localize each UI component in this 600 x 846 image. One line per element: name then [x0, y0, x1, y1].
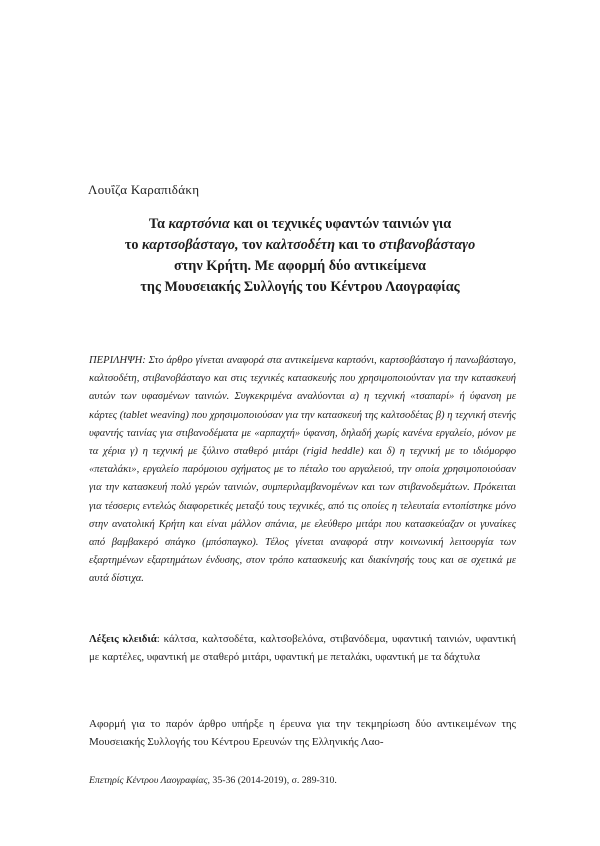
citation-details: , 35-36 (2014-2019), σ. 289-310.: [207, 775, 337, 786]
article-title: [80, 214, 520, 298]
keywords-text: : κάλτσα, καλτσοδέτα, καλτσοβελόνα, στιβανόδεμα, υφαντική ταινιών, υφαντική με καρτέλες, υφαντική με σταθερό μιτάρι, υφαντική με πεταλάκι, υφαντική με τα δάχτυλα: [89, 633, 516, 664]
author-name: Λουΐζα Καραπιδάκη: [88, 182, 200, 197]
footer-citation: [89, 775, 337, 786]
abstract: ΠΕΡΙΛΗΨΗ: Στο άρθρο γίνεται αναφορά στα αντικείμενα καρτσόνι, καρτσοβάσταγο ή πανωβάσταγο, καλτσοδέτη, στιβανοβάσταγο και στις τεχνικές κατασκευής που χρησιμοποιούνταν για την κατασκευή αυτών των υφασμένων ταινιών. Συγκεκριμένα αναλύονται α) η τεχνική «τσαπαρί» ή ύφανση με κάρτες (tablet weaving) που χρησιμοποιούσαν για την κατασκευή της καλτσοδέτας β) η τεχνική στενής υφαντής ταινίας για στιβανοδέματα με «αρπαχτή» ύφανση, δηλαδή χωρίς κανένα εργαλείο, μόνον με τα χέρια γ) η τεχνική με ξύλινο σταθερό μιτάρι (rigid heddle) και δ) η τεχνική με το ιδιόμορφο «πεταλάκι», εργαλείο παρόμοιου σχήματος με το πέταλο του αργαλειού, την οποία χρησιμοποιούσαν για την κατασκευή πολύ γερών ταινιών, συμπεριλαμβανομένων και των στιβανοδεμάτων. Πρόκειται για τέσσερις εντελώς διαφορετικές μεταξύ τους τεχνικές, από τις οποίες η τελευταία εντοπίστηκε μόνο στην ανατολική Κρήτη και είναι μάλλον σπάνια, με ελεύθερο μιτάρι που κατασκεύαζαν οι γυναίκες από βαμβακερό σπάγκο (μπόσπαγκο). Τέλος γίνεται αναφορά στην κοινωνική λειτουργία των εξαρτημένων εξαρτημάτων ένδυσης, στον τρόπο κατασκευής και διακίνησής τους και σε σχετικά με αυτά δίστιχα.: [89, 355, 516, 585]
keywords-label: Λέξεις κλειδιά: [89, 633, 157, 645]
title-line-3: στην Κρήτη. Με αφορμή δύο αντικείμενα: [174, 258, 426, 274]
title-line-4: της Μουσειακής Συλλογής του Κέντρου Λαογραφίας: [140, 279, 460, 295]
keywords: [89, 630, 516, 666]
title-line-1: Τα καρτσόνια και οι τεχνικές υφαντών ταινιών για: [148, 216, 452, 232]
intro-paragraph: Αφορμή για το παρόν άρθρο υπήρξε η έρευνα για την τεκμηρίωση δύο αντικειμένων της Μουσειακής Συλλογής του Κέντρου Ερευνών της Ελληνικής Λαο-: [89, 718, 516, 749]
journal-name: Επετηρίς Κέντρου Λαογραφίας: [89, 775, 208, 786]
title-line-2: το καρτσοβάσταγο, τον καλτσοδέτη και το στιβανοβάσταγο: [124, 237, 476, 253]
